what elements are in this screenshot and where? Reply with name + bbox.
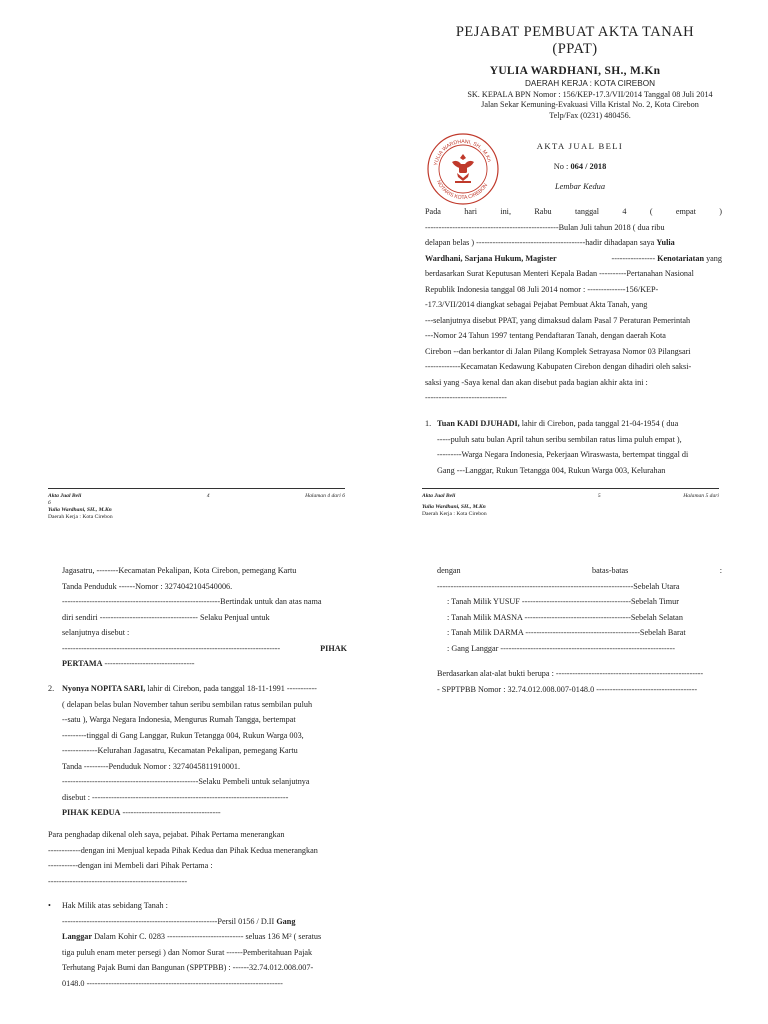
office-phone: Telp/Fax (0231) 480456. — [549, 110, 631, 120]
header-title: PEJABAT PEMBUAT AKTA TANAH — [455, 24, 695, 40]
footer-right: Akta Jual Beli 5 Halaman 5 dari Yulia Wardhani, SH., M.Kn Daerah Kerja : Kota Cirebon — [422, 493, 719, 517]
evidence-section: Berdasarkan alat-alat bukti berupa : ------------------------------------------------------ - SPPTPBB Nomor : 32.74.012.008.007-0148.0 ------------------------------------- — [437, 669, 704, 694]
party-1-item: 1. Tuan KADI DJUHADI, lahir di Cirebon, pada tanggal 21-04-1954 ( dua -----puluh satu bulan April tahun seribu sembilan ratus lima puluh empat ), ---------Warga Negara Indonesia, Pekerjaan Wiraswasta, bertempat tinggal di Gang ---Langgar, Rukun Tetangga 004, Rukun Warga 003, Kelurahan — [425, 419, 689, 475]
deed-no-value: 064 / 2018 — [570, 162, 607, 171]
header-subtitle: (PPAT) — [552, 41, 598, 57]
opening-line-1: Pada hari ini, Rabu tanggal 4 ( empat ) — [425, 207, 722, 216]
office-address: Jalan Sekar Kemuning-Evakuasi Villa Kristal No. 2, Kota Cirebon — [481, 100, 699, 109]
boundaries-section: dengan batas-batas : ------------------------------------------------------------------------Sebelah Utara : Tanah Milik YUSUF ----------------------------------------Sebelah Timur : Tanah Milik MASNA ---------------------------------------Sebelah Selatan : Tanah Milik DARMA ------------------------------------------Sebelah Barat : Gang Langgar ---------------------------------------------------------------- — [437, 566, 722, 653]
pihak-pertama-label: PERTAMA — [62, 659, 103, 668]
deed-title: AKTA JUAL BELI — [536, 141, 624, 151]
deed-no-label: No : — [553, 162, 569, 171]
seal-bottom-text: NOTARIS KOTA CIREBON — [435, 179, 490, 202]
footer-rule-left — [48, 488, 345, 489]
sk-number: SK. KEPALA BPN Nomor : 156/KEP-17.3/VII/2014 Tanggal 08 Juli 2014 — [467, 89, 713, 99]
lembar-label: Lembar Kedua — [554, 182, 606, 191]
footer-left: Akta Jual Beli 4 Halaman 4 dari 6 6 Yulia Wardhani, SH., M.Kn Daerah Kerja : Kota Cirebon — [48, 493, 345, 520]
party-1-continued: Jagasatru, --------Kecamatan Pekalipan, Kota Cirebon, pemegang Kartu Tanda Penduduk ------Nomor : 3274042104540006. ----------------------------------------------------------Bertindak untuk dan atas nama diri sendiri ------------------------------------ Selaku Penjual untuk selanjutnya disebut : -------------------------------------------------------------------------------- PIHAK PERTAMA --------------------------------- — [62, 566, 347, 668]
land-right-item: • Hak Milik atas sebidang Tanah : ---------------------------------------------------------Persil 0156 / D.II Gang Langgar Dalam Kohir C. 0283 ---------------------------- seluas 136 M² ( seratus tiga puluh enam meter persegi ) dan Nomor Surat ------Pemberitahuan Pajak Terhutang Pajak Bumi dan Bangunan (SPPTPBB) : ------32.74.012.008.007- 0148.0 ------------------------------------------------------------------------ — [48, 898, 347, 991]
notary-name: YULIA WARDHANI, SH., M.Kn — [489, 65, 661, 77]
transaction-paragraph: Para penghadap dikenal oleh saya, pejabat. Pihak Pertama menerangkan ------------dengan ini Menjual kepada Pihak Kedua dan Pihak Kedua menerangkan -----------dengan ini Membeli dari Pihak Pertama : --------------------------------------------------- — [48, 830, 318, 886]
party-1-name: Tuan KADI DJUHADI, — [437, 419, 520, 428]
footer-rule-right — [422, 488, 719, 489]
pihak-kedua-label: PIHAK KEDUA — [62, 808, 121, 817]
party-2-name: Nyonya NOPITA SARI, — [62, 684, 146, 693]
daerah-kerja: DAERAH KERJA : KOTA CIREBON — [525, 79, 655, 88]
opening-paragraph: Pada hari ini, Rabu tanggal 4 ( empat ) -------------------------------------------------Bulan Juli tahun 2018 ( dua ribu delapan belas ) ----------------------------------------hadir dihadapan saya Yulia Wardhani, Sarjana Hukum, Magister ---------------- Kenotariatan yang berdasarkan Surat Keputusan Menteri Kepala Badan ----------Pertanahan Nasional Republik Indonesia tanggal 08 Juli 2014 nomor : --------------156/KEP- -17.3/VII/2014 diangkat sebagai Pejabat Pembuat Akta Tanah, yang ---selanjutnya disebut PPAT, yang dimaksud dalam Pasal 7 Peraturan Pemerintah ---Nomor 24 Tahun 1997 tentang Pendaftaran Tanah, dengan daerah Kota Cirebon --dan berkantor di Jalan Pilang Komplek Setrayasa Nomor 03 Pilangsari -------------Kecamatan Kedawung Kabupaten Cirebon dengan dihadiri oleh saksi- saksi yang -Saya kenal dan akan disebut pada bagian akhir akta ini : ------------------------------ — [425, 204, 722, 406]
party-2-item: 2. Nyonya NOPITA SARI, lahir di Cirebon, pada tanggal 18-11-1991 ----------- ( delapan belas bulan November tahun seribu sembilan ratus sembilan puluh --satu ), Warga Negara Indonesia, Mengurus Rumah Tangga, bertempat ---------tinggal di Gang Langgar, Rukun Tetangga 004, Rukun Warga 003, -------------Kelurahan Jagasatru, Kecamatan Pekalipan, pemegang Kartu Tanda ---------Penduduk Nomor : 3274045811910001. --------------------------------------------------Selaku Pembeli untuk selanjutnya disebut : ------------------------------------------------------------------------ PIHAK KEDUA ------------------------------------ — [48, 684, 317, 817]
bullet-icon: • — [48, 901, 51, 910]
seal-top-text: YULIA WARDHANI, SH., M.Kn — [433, 138, 492, 167]
